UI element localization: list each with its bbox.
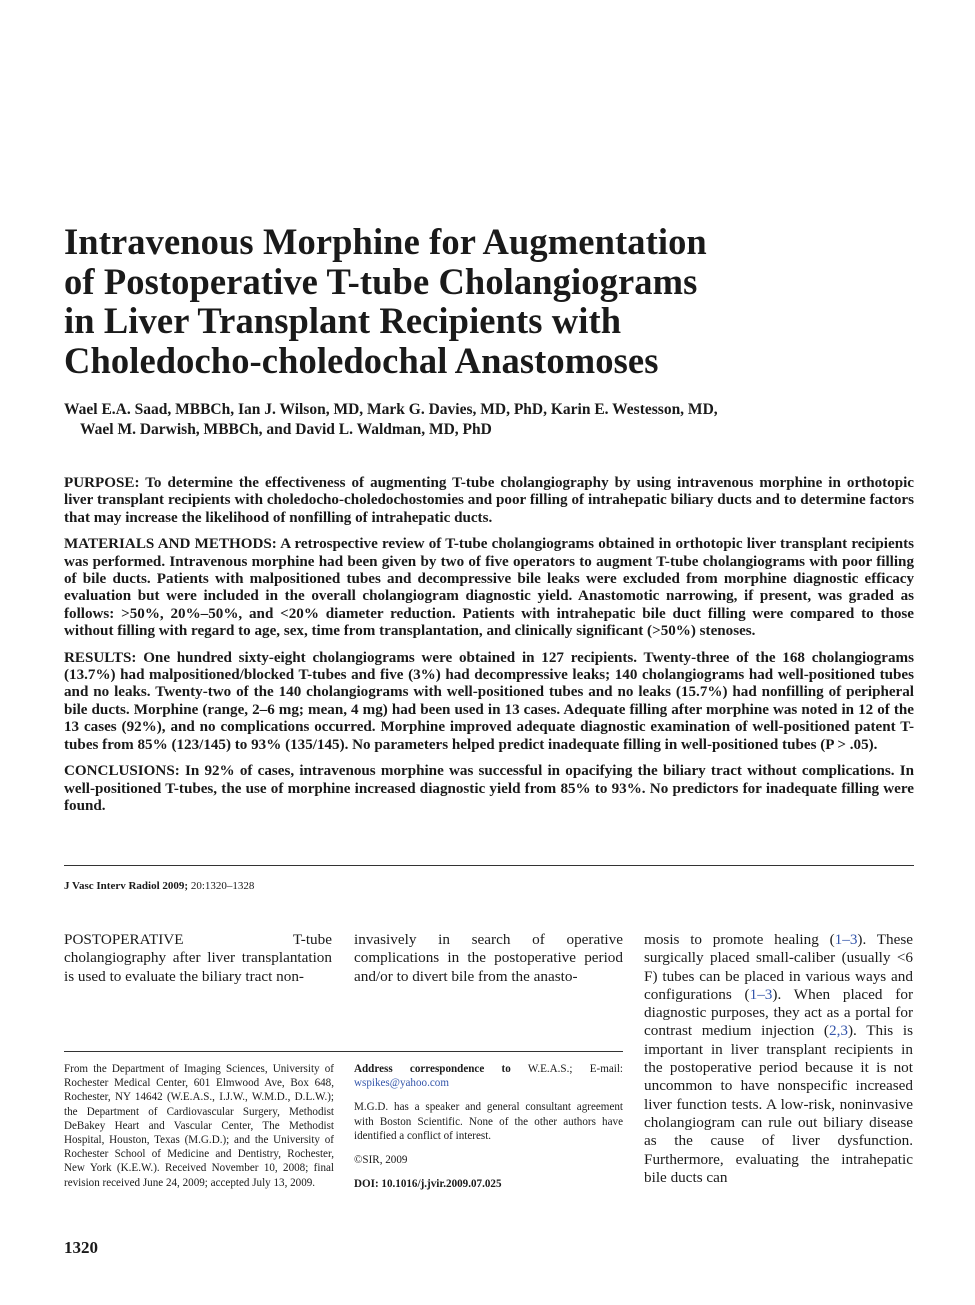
page-number: 1320 (64, 1238, 98, 1257)
address-label: Address correspondence to (354, 1063, 511, 1075)
email-link[interactable]: wspikes@yahoo.com (354, 1077, 449, 1090)
body-column-2 (354, 931, 623, 986)
title-line: Choledocho-choledochal Anastomoses (64, 339, 659, 381)
body-text (644, 931, 913, 1187)
abstract-divider (64, 865, 914, 866)
abstract (64, 475, 914, 824)
body-column-1 (64, 931, 332, 986)
section-label: RESULTS: (64, 649, 137, 666)
correspondence-footnote (354, 1062, 623, 1201)
reference-link[interactable]: 1–3 (749, 985, 773, 1003)
section-label: CONCLUSIONS: (64, 763, 180, 780)
footnote-divider (64, 1051, 623, 1052)
section-label: PURPOSE: (64, 475, 140, 491)
address-text: W.E.A.S.; E-mail: (510, 1063, 624, 1075)
body-text: POSTOPERATIVE T-tube cholangiography after liver transplantation is used to evaluate the biliary tract non- (64, 931, 332, 985)
section-label: MATERIALS AND METHODS: (64, 536, 277, 553)
reference-link[interactable]: 2,3 (829, 1022, 848, 1040)
abstract-methods (64, 536, 914, 640)
section-text: In 92% of cases, intravenous morphine was successful in opacifying the biliary tract without complications. In well-positioned T-tubes, the use of morphine increased diagnostic yield from 85% to 93%. No predictors for inadequate filling were found. (64, 763, 914, 814)
author-list (64, 400, 924, 440)
disclosure-text: M.G.D. has a speaker and general consultant agreement with Boston Scientific. None of the other authors have identified a conflict of interest. (354, 1101, 623, 1142)
address-correspondence (354, 1062, 623, 1090)
affiliation-text: From the Department of Imaging Sciences, University of Rochester Medical Center, 601 Elmwood Ave, Box 648, Rochester, NY 14642 (W.E.A.S., I.J.W., W.M.D., D.L.W.); the Department of Cardiovascular Surgery, Methodist DeBakey Heart and Vascular Center, The Methodist Hospital, Houston, Texas (M.G.D.); and the University of Rochester School of Medicine and Dentistry, Rochester, New York (K.E.W.). Received November 10, 2008; final revision received June 24, 2009; accepted July 13, 2009. (64, 1063, 334, 1189)
abstract-results (64, 650, 914, 754)
affiliation-footnote (64, 1062, 334, 1190)
author-line: Wael E.A. Saad, MBBCh, Ian J. Wilson, MD, Mark G. Davies, MD, PhD, Karin E. Westesson, MD, (64, 401, 718, 418)
body-column-3 (644, 931, 913, 1187)
journal-name: J Vasc Interv Radiol 2009; (64, 880, 189, 892)
article-title (64, 222, 824, 380)
body-text: invasively in search of operative complications in the postoperative period and/or to divert bile from the anasto- (354, 931, 623, 985)
author-line: Wael M. Darwish, MBBCh, and David L. Waldman, MD, PhD (80, 421, 492, 438)
section-text: To determine the effectiveness of augmenting T-tube cholangiography by using intravenous morphine in orthotopic liver transplant recipients with choledocho-choledochostomies and poor filling of intrahepatic biliary ducts and to determine factors that may increase the likelihood of nonfilling of intrahepatic ducts. (64, 475, 914, 526)
abstract-purpose (64, 475, 914, 527)
journal-citation (64, 879, 254, 893)
section-text: One hundred sixty-eight cholangiograms were obtained in 127 recipients. Twenty-three of the 168 cholangiograms (13.7%) had malpositioned/blocked T-tubes and five (3%) had decompressive leaks; 140 cholangiograms had well-positioned tubes and no leaks. Twenty-two of the 140 cholangiograms with well-positioned tubes and no leaks (15.7%) had nonfilling of peripheral bile ducts. Morphine (range, 2–6 mg; mean, 4 mg) had been used in 13 cases. Adequate filling after morphine was noted in 12 of the 13 cases (92%), and no complications occurred. Morphine improved adequate diagnostic examination of well-positioned patent T-tubes from 85% (123/145) to 93% (135/145). No parameters helped predict inadequate filling in well-positioned tubes (P > .05). (64, 649, 914, 753)
body-text-segment: ). This is important in liver transplant recipients in the postoperative period because it is not uncommon to have nonspecific increased liver function tests. A low-risk, noninvasive cholangiogram can rule out biliary disease as the cause of liver dysfunction. Furthermore, evaluating the intrahepatic bile ducts can (644, 1022, 913, 1186)
section-text: A retrospective review of T-tube cholangiograms obtained in orthotopic liver transplant recipients was performed. Intravenous morphine had been given by two of five operators to augment T-tube cholangiograms with poor filling of bile ducts. Patients with malpositioned tubes and decompressive bile leaks were excluded from morphine diagnostic efficacy evaluation but were included in the overall cholangiogram diagnostic yield. Anastomotic narrowing, if present, was graded as follows: >50%, 20%–50%, and <20% diameter reduction. Patients with intrahepatic bile duct filling were compared to those without filling with regard to age, sex, time from transplantation, and clinically significant (>50%) stenoses. (64, 536, 914, 640)
body-text-segment: ). When placed for diagnostic purposes, they act as a portal for contrast medium injection ( (644, 985, 913, 1040)
reference-link[interactable]: 1–3 (834, 931, 858, 948)
body-text-segment: ). These surgically placed small-caliber (usually <6 F) tubes can be placed in various ways and configurations ( (644, 931, 913, 1003)
copyright-text: ©SIR, 2009 (354, 1154, 408, 1167)
title-line: in Liver Transplant Recipients with (64, 300, 622, 341)
abstract-conclusions (64, 763, 914, 815)
journal-pages: 20:1320–1328 (188, 880, 255, 892)
title-line: of Postoperative T-tube Cholangiograms (64, 260, 698, 302)
body-text-segment: mosis to promote healing ( (644, 931, 835, 948)
doi-text[interactable]: DOI: 10.1016/j.jvir.2009.07.025 (354, 1178, 502, 1191)
title-line: Intravenous Morphine for Augmentation (64, 221, 707, 262)
